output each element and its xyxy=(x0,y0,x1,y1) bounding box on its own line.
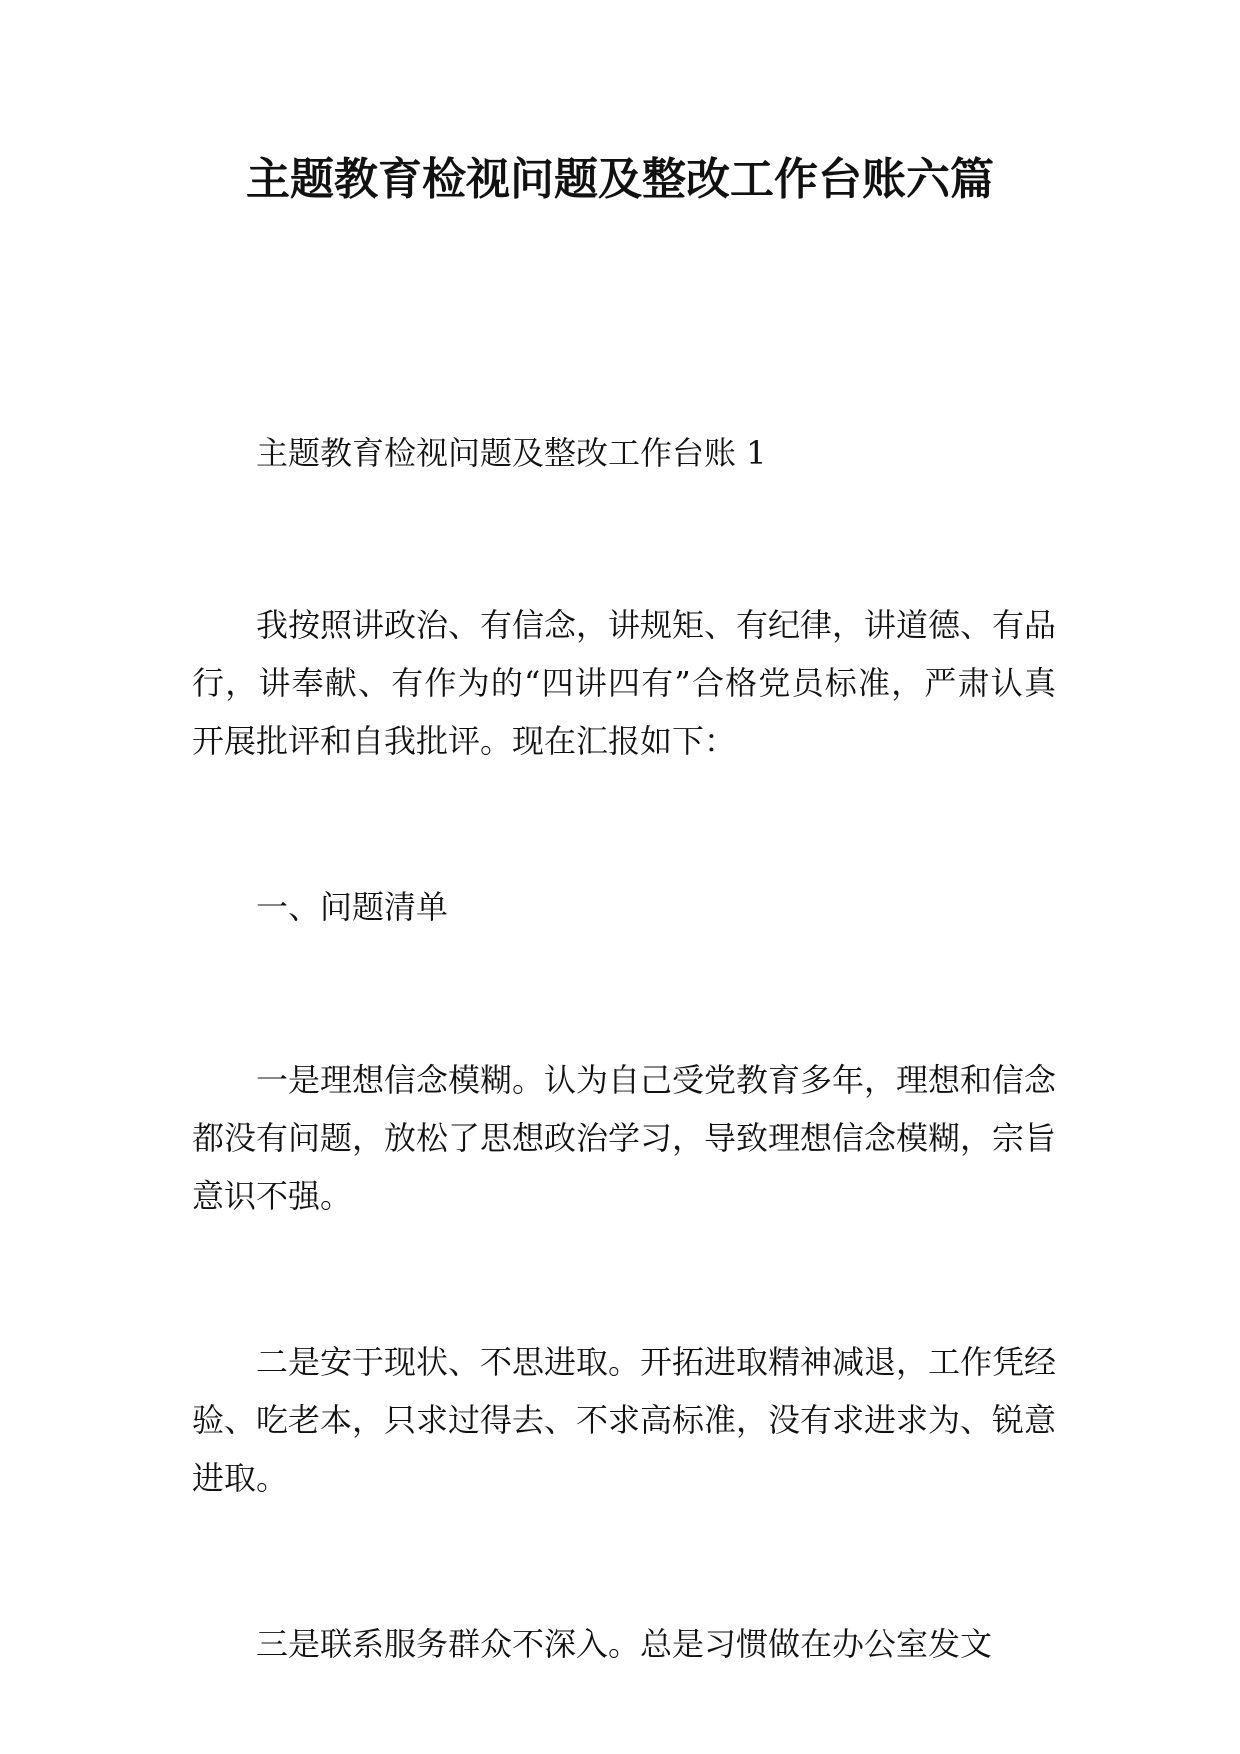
section-heading: 一、问题清单 xyxy=(256,888,449,926)
problem-paragraph: 三是联系服务群众不深入。总是习惯做在办公室发文 xyxy=(256,1625,993,1663)
document-title: 主题教育检视问题及整改工作台账六篇 xyxy=(246,154,994,205)
problem-paragraph: 二是安于现状、不思进取。开拓进取精神减退，工作凭经验、吃老本，只求过得去、不求高标准，没有求进求为、锐意进取。 xyxy=(192,1343,1057,1497)
problem-paragraph: 一是理想信念模糊。认为自己受党教育多年，理想和信念都没有问题，放松了思想政治学习，导致理想信念模糊，宗旨意识不强。 xyxy=(192,1061,1057,1215)
section-subtitle: 主题教育检视问题及整改工作台账 1 xyxy=(256,434,767,472)
intro-paragraph: 我按照讲政治、有信念，讲规矩、有纪律，讲道德、有品行，讲奉献、有作为的“四讲四有”合格党员标准，严肃认真开展批评和自我批评。现在汇报如下： xyxy=(192,606,1057,760)
